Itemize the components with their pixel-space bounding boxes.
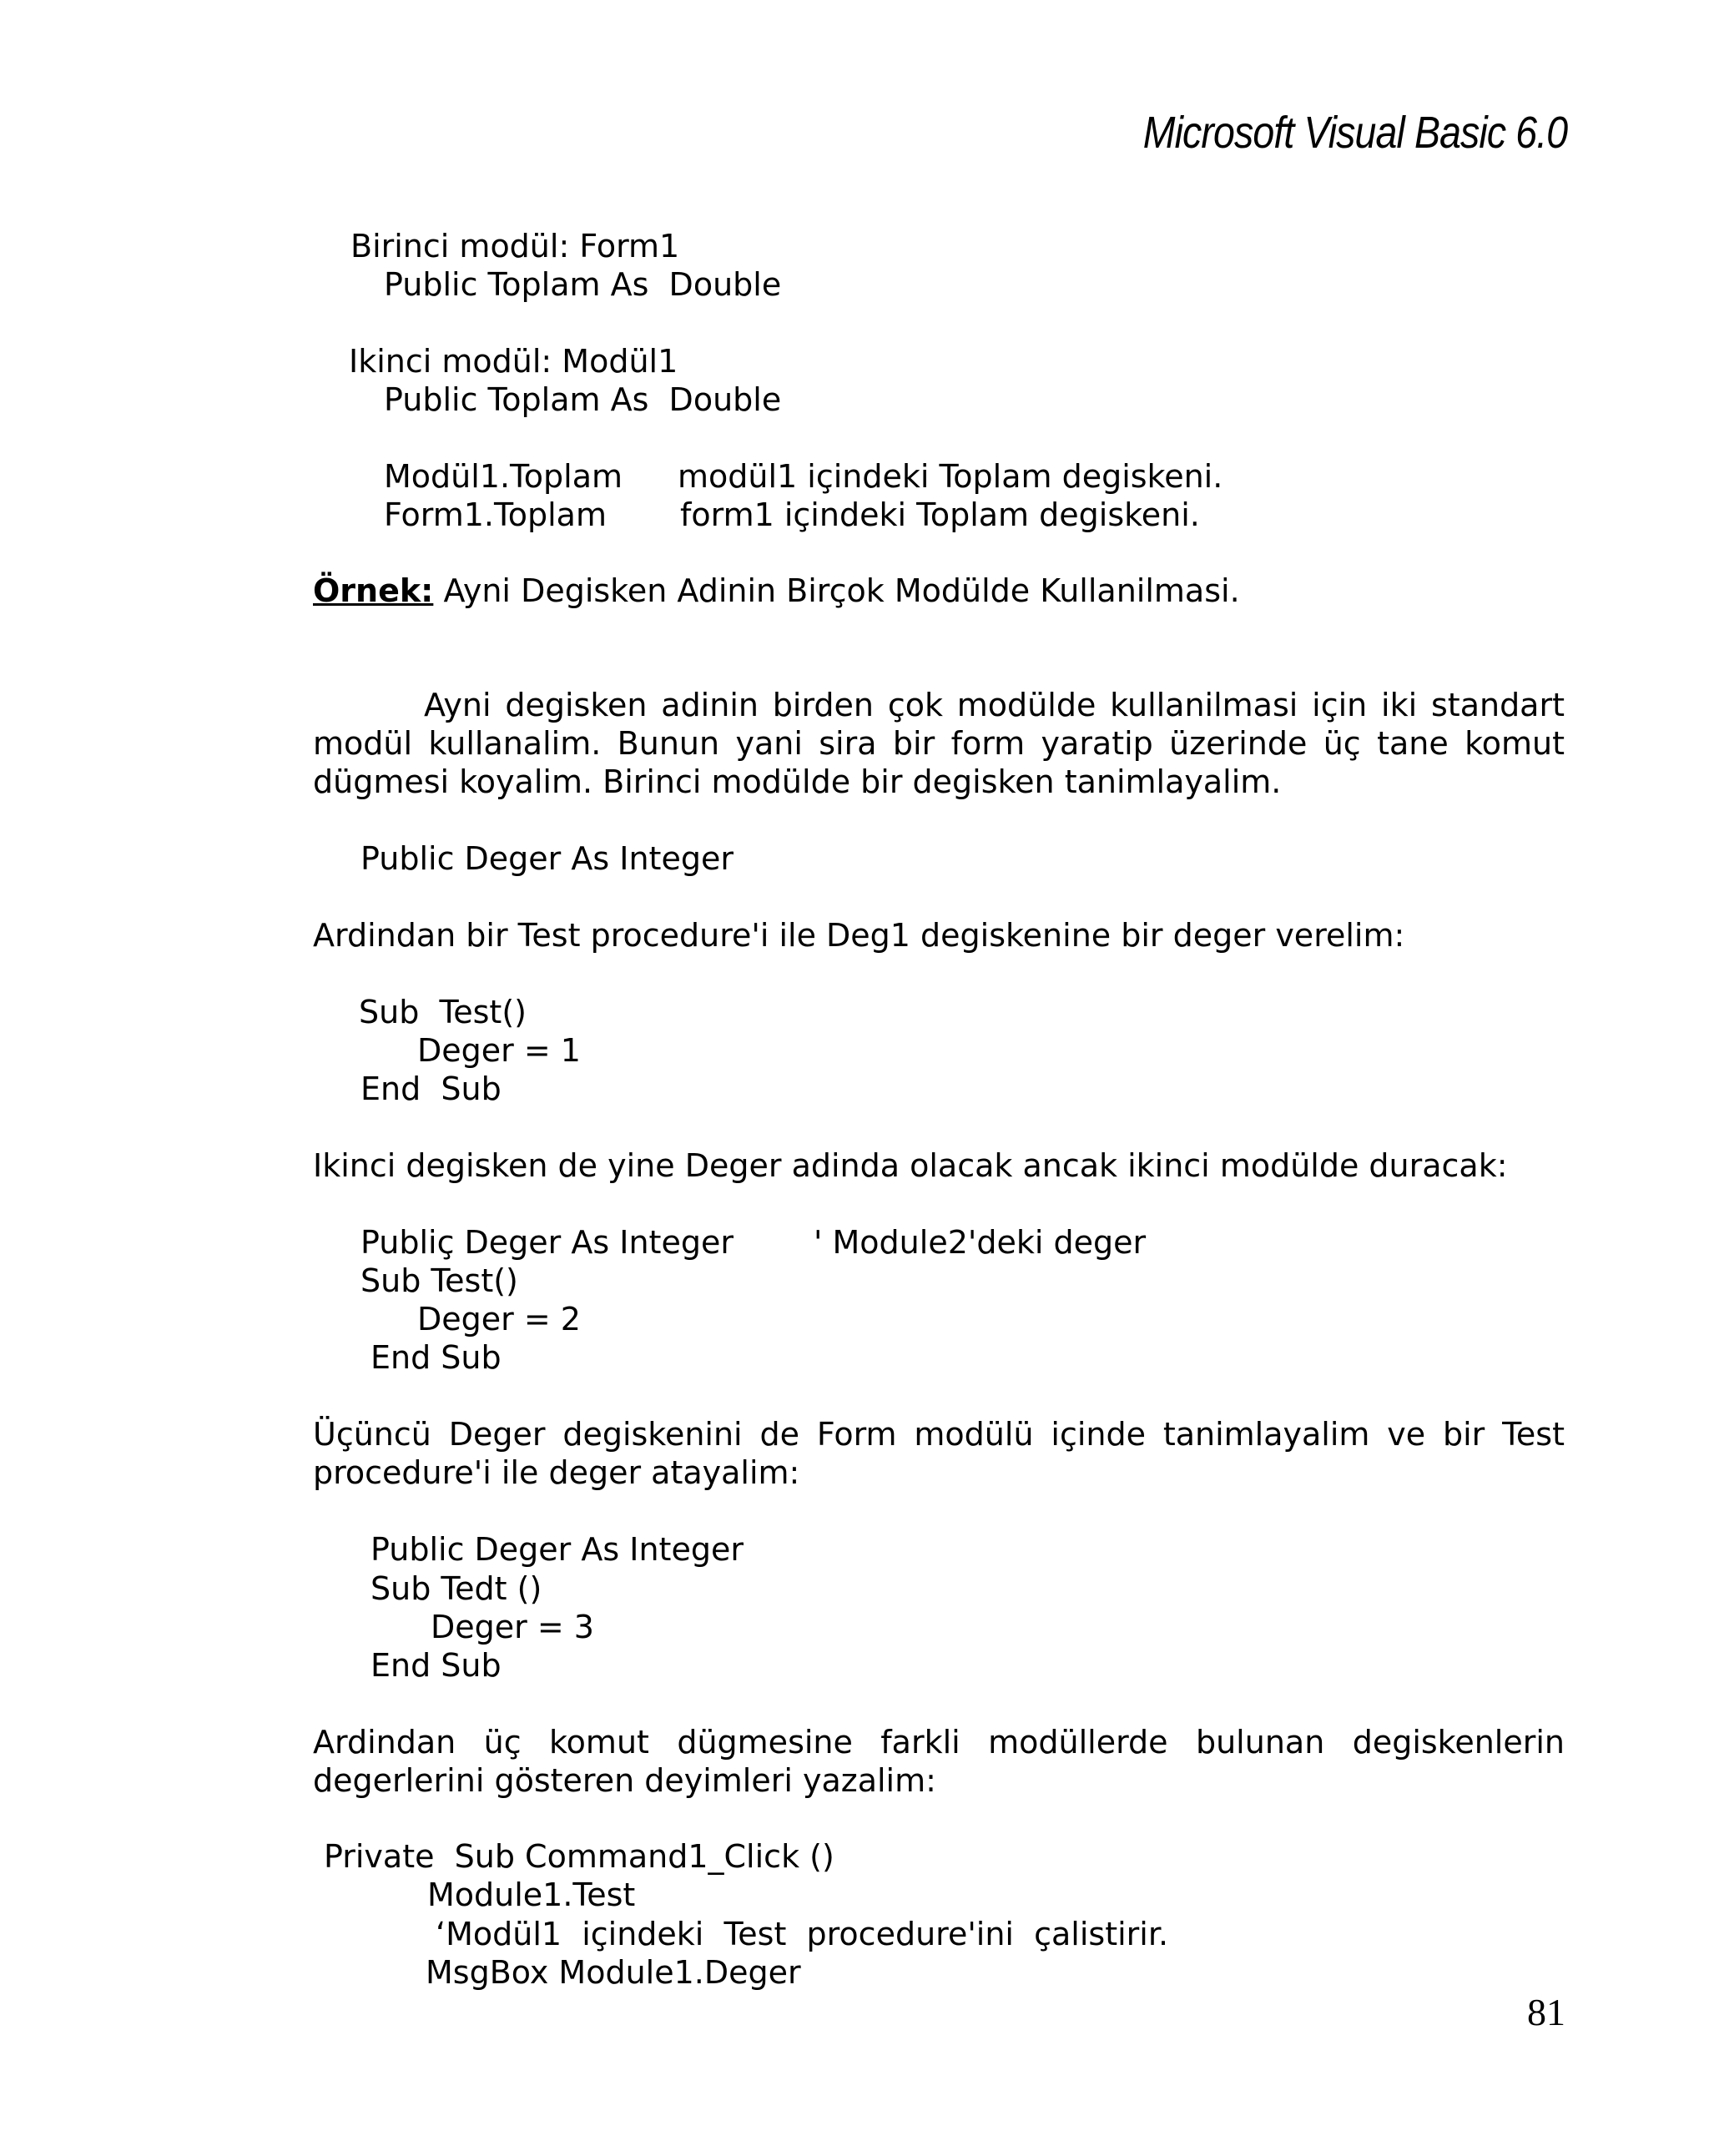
- paragraph-5: [313, 1723, 1565, 1800]
- code-3-line-3: Deger = 2: [417, 1301, 581, 1337]
- code-3-line-2: Sub Test(): [360, 1262, 518, 1299]
- code-3-line-4: End Sub: [371, 1339, 502, 1376]
- second-module-line: Ikinci modül: Modül1: [349, 343, 678, 380]
- second-module-code: Public Toplam As Double: [384, 381, 782, 418]
- example-title: Ayni Degisken Adinin Birçok Modülde Kullanilmasi.: [443, 572, 1240, 609]
- paragraph-4-line-2: procedure'i ile deger atayalim:: [313, 1454, 800, 1491]
- paragraph-1: [313, 686, 1565, 801]
- paragraph-2: Ardindan bir Test procedure'i ile Deg1 degiskenine bir deger verelim:: [313, 917, 1405, 954]
- code-3-line-1: Publiç Deger As Integer: [360, 1224, 734, 1261]
- paragraph-4-line-1: Üçüncü Deger degiskenini de Form modülü içinde tanimlayalim ve bir Test: [313, 1416, 1565, 1453]
- code-5-line-4: MsgBox Module1.Deger: [426, 1954, 801, 1991]
- code-4-line-3: Deger = 3: [431, 1609, 594, 1645]
- page-number: 81: [1527, 1991, 1565, 2033]
- paragraph-5-line-2: degerlerini gösteren deyimleri yazalim:: [313, 1762, 936, 1799]
- code-4-line-2: Sub Tedt (): [371, 1570, 542, 1607]
- paragraph-1-line-2: modül kullanalim. Bunun yani sira bir form yaratip üzerinde üç tane komut: [313, 725, 1565, 762]
- code-5-line-2: Module1.Test: [427, 1876, 636, 1913]
- paragraph-1-line-1: Ayni degisken adinin birden çok modülde kullanilmasi için iki standart: [424, 687, 1565, 723]
- ref-2-description: form1 içindeki Toplam degiskeni.: [680, 496, 1200, 533]
- running-header-title: Microsoft Visual Basic 6.0: [1142, 108, 1567, 158]
- code-2-line-2: Deger = 1: [417, 1032, 581, 1069]
- code-1-line: Public Deger As Integer: [360, 840, 734, 877]
- ref-1-description: modül1 içindeki Toplam degiskeni.: [678, 458, 1223, 495]
- code-4-line-4: End Sub: [371, 1647, 502, 1684]
- example-heading: [313, 572, 1240, 610]
- code-4-line-1: Public Deger As Integer: [371, 1531, 744, 1568]
- code-5-line-1: Private Sub Command1_Click (): [324, 1838, 834, 1875]
- code-2-line-1: Sub Test(): [359, 994, 527, 1030]
- code-2-line-3: End Sub: [360, 1070, 502, 1107]
- code-5-line-3: ‘Modül1 içindeki Test procedure'ini çalistirir.: [436, 1916, 1169, 1952]
- ref-1-code: Modül1.Toplam: [384, 458, 623, 495]
- code-3-line-1-comment: ' Module2'deki deger: [814, 1224, 1147, 1261]
- example-label: Örnek:: [313, 572, 434, 609]
- ref-2-code: Form1.Toplam: [384, 496, 607, 533]
- paragraph-4: [313, 1415, 1565, 1492]
- paragraph-5-line-1: Ardindan üç komut dügmesine farkli modüllerde bulunan degiskenlerin: [313, 1724, 1565, 1761]
- paragraph-1-line-3: dügmesi koyalim. Birinci modülde bir degisken tanimlayalim.: [313, 763, 1282, 800]
- first-module-line: Birinci modül: Form1: [350, 228, 680, 264]
- first-module-code: Public Toplam As Double: [384, 266, 782, 303]
- paragraph-3: Ikinci degisken de yine Deger adinda olacak ancak ikinci modülde duracak:: [313, 1147, 1508, 1184]
